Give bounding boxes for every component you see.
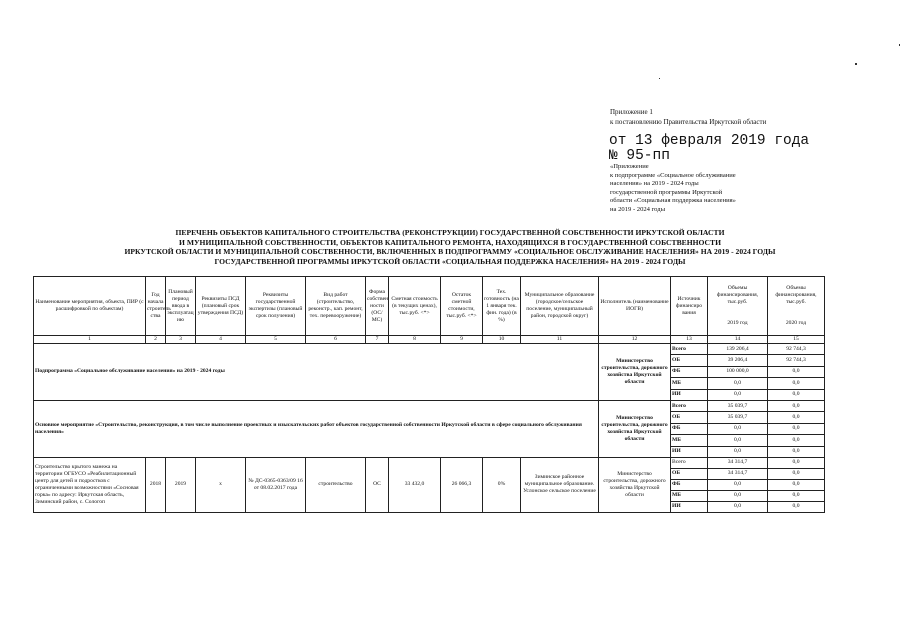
commission-year: 2019 (166, 457, 196, 512)
funding-source: МБ (671, 378, 708, 389)
column-number: 11 (521, 336, 599, 344)
column-number: 1 (34, 336, 146, 344)
header-cell: Форма собствен ности (ОС/МС) (366, 277, 389, 336)
amount-2019: 35 039,7 (708, 400, 768, 411)
appendix-sub-line: к подпрограмме «Социальное обслуживание (610, 171, 736, 179)
amount-2019: 34 314,7 (708, 457, 768, 468)
amount-2019: 0,0 (708, 501, 768, 512)
funding-source: МБ (671, 490, 708, 501)
appendix-sub-line: населения» на 2019 - 2024 годы (610, 180, 699, 188)
amount-2020: 0,0 (768, 389, 825, 400)
amount-2020: 0,0 (768, 423, 825, 434)
remaining-cost: 26 066,3 (441, 457, 483, 512)
column-numbers-row (34, 336, 825, 344)
column-number: 8 (389, 336, 441, 344)
amount-2020: 0,0 (768, 457, 825, 468)
table-row (34, 400, 825, 411)
technical-readiness: 0% (483, 457, 521, 512)
objects-table (33, 276, 825, 513)
header-cell: Остаток сметной стоимости, тыс.руб. <*> (441, 277, 483, 336)
main-measure-name: Основное мероприятие «Строительство, реконструкция, в том числе выполнение проектных и изыскательских работ объектов государственной собственности Иркутской области в сфере социального обслуживания населения» (34, 400, 599, 457)
header-cell: Год начала строитель ства (146, 277, 166, 336)
amount-2020: 0,0 (768, 435, 825, 446)
subprogram-name: Подпрограмма «Социальное обслуживание населения» на 2019 - 2024 годы (34, 344, 599, 401)
header-cell: Муниципальное образование (городское/сельское поселение, муниципальный район, городской округ) (521, 277, 599, 336)
amount-2020: 0,0 (768, 366, 825, 377)
document-title (40, 228, 860, 266)
object-name: Строительство крытого манежа на территории ОГБУСО «Реабилитационный центр для детей и подростков с ограниченными возможностями «Сосновая горка» по адресу: Иркутская область, Зиминский район, с. Сологоп (34, 457, 146, 512)
funding-source: ИИ (671, 501, 708, 512)
title-line: ИРКУТСКОЙ ОБЛАСТИ И МУНИЦИПАЛЬНОЙ СОБСТВЕННОСТИ, ВКЛЮЧЕННЫХ В ПОДПРОГРАММУ «СОЦИАЛЬНОЕ ОБСЛУЖИВАНИЕ НАСЕЛЕНИЯ» НА 2019 - 2024 ГОДЫ (124, 247, 776, 256)
header-cell: Исполнитель (наименование ИОГВ) (599, 277, 671, 336)
title-line: ПЕРЕЧЕНЬ ОБЪЕКТОВ КАПИТАЛЬНОГО СТРОИТЕЛЬСТВА (РЕКОНСТРУКЦИИ) ГОСУДАРСТВЕННОЙ СОБСТВЕННОСТИ ИРКУТСКОЙ ОБЛАСТИ (175, 228, 725, 237)
column-number: 7 (366, 336, 389, 344)
header-cell: Вид работ (строительство, реконстр., кап. ремонт, тех. перевооружение) (306, 277, 366, 336)
amount-2019: 0,0 (708, 435, 768, 446)
header-cell: Реквизиты государственной экспертизы (плановый срок получения) (246, 277, 306, 336)
appendix-sub-line: на 2019 - 2024 годы (610, 205, 666, 213)
column-number: 14 (708, 336, 768, 344)
scan-mark (855, 63, 857, 65)
amount-2020: 0,0 (768, 378, 825, 389)
funding-source: ИИ (671, 389, 708, 400)
amount-2020: 0,0 (768, 479, 825, 490)
header-cell: Реквизиты ПСД (плановый срок утверждения ПСД) (196, 277, 246, 336)
funding-source: МБ (671, 435, 708, 446)
header-year: 2019 год (727, 320, 748, 326)
table-row (34, 344, 825, 355)
amount-2019: 0,0 (708, 378, 768, 389)
header-cell: Плановый период ввода в эксплуатац ию (166, 277, 196, 336)
scan-mark (899, 44, 900, 46)
column-number: 4 (196, 336, 246, 344)
funding-source: ОБ (671, 468, 708, 479)
title-line: ГОСУДАРСТВЕННОЙ ПРОГРАММЫ ИРКУТСКОЙ ОБЛАСТИ «СОЦИАЛЬНАЯ ПОДДЕРЖКА НАСЕЛЕНИЯ» НА 2019 - 2024 ГОДЫ (214, 256, 686, 266)
amount-2019: 139 206,4 (708, 344, 768, 355)
amount-2020: 0,0 (768, 400, 825, 411)
executor-cell: Министерство строительства, дорожного хозяйства Иркутской области (599, 400, 671, 457)
header-year: 2020 год (785, 320, 807, 326)
municipality: Зиминское районное муниципальное образование. Услонское сельское поселение (521, 457, 599, 512)
column-number: 9 (441, 336, 483, 344)
table-header-row (34, 277, 825, 336)
header-funding-label: Объемы финансирования, тыс.руб. (716, 285, 759, 305)
header-cell: Источник финансиро вания (671, 277, 708, 336)
appendix-sub-line: области «Социальная поддержка населения» (610, 197, 736, 205)
amount-2019: 0,0 (708, 446, 768, 457)
amount-2019: 35 039,7 (708, 412, 768, 423)
decree-number: № 95-пп (609, 148, 670, 164)
funding-source: Всего (671, 344, 708, 355)
psd-details: x (196, 457, 246, 512)
appendix-subprogram (610, 163, 780, 215)
amount-2019: 0,0 (708, 389, 768, 400)
column-number: 12 (599, 336, 671, 344)
header-cell: Тех. готовность (на 1 января тек. фин. года) (в %) (483, 277, 521, 336)
amount-2020: 0,0 (768, 468, 825, 479)
amount-2019: 34 314,7 (708, 468, 768, 479)
header-funding-label: Объемы финансирования, тыс.руб. (775, 285, 817, 305)
estimate-cost: 33 432,0 (389, 457, 441, 512)
column-number: 10 (483, 336, 521, 344)
funding-source: ОБ (671, 355, 708, 366)
header-cell: Наименование мероприятия, объекта, ПИР (с расшифровкой по объектам) (34, 277, 146, 336)
amount-2019: 0,0 (708, 479, 768, 490)
expertise-details: № ДС-0365-0363/09 16 от 08.02.2017 года (246, 457, 306, 512)
column-number: 5 (246, 336, 306, 344)
amount-2019: 0,0 (708, 423, 768, 434)
appendix-line-1: Приложение 1 (610, 108, 653, 116)
funding-source: ОБ (671, 412, 708, 423)
amount-2020: 0,0 (768, 412, 825, 423)
appendix-sub-line: государственной программы Иркутской (610, 188, 723, 196)
amount-2020: 92 744,3 (768, 355, 825, 366)
funding-source: Всего (671, 400, 708, 411)
funding-source: Всего (671, 457, 708, 468)
funding-source: ФБ (671, 479, 708, 490)
column-number: 13 (671, 336, 708, 344)
column-number: 3 (166, 336, 196, 344)
column-number: 15 (768, 336, 825, 344)
amount-2019: 100 000,0 (708, 366, 768, 377)
executor-cell: Министерство строительства, дорожного хозяйства Иркутской области (599, 344, 671, 401)
header-cell-2020 (768, 277, 825, 336)
funding-source: ФБ (671, 423, 708, 434)
amount-2020: 0,0 (768, 501, 825, 512)
header-cell: Сметная стоимость (в текущих ценах), тыс.руб. <*> (389, 277, 441, 336)
amount-2019: 39 206,4 (708, 355, 768, 366)
funding-source: ИИ (671, 446, 708, 457)
amount-2020: 0,0 (768, 490, 825, 501)
appendix-sub-line: «Приложение (610, 163, 649, 170)
executor-cell: Министерство строительства, дорожного хозяйства Иркутской области (599, 457, 671, 512)
appendix-header (610, 108, 810, 127)
funding-source: ФБ (671, 366, 708, 377)
table-row (34, 457, 825, 468)
title-line: И МУНИЦИПАЛЬНОЙ СОБСТВЕННОСТИ, ОБЪЕКТОВ КАПИТАЛЬНОГО РЕМОНТА, НАХОДЯЩИХСЯ В ГОСУДАРСТВЕННОЙ СОБСТВЕННОСТИ (179, 237, 721, 247)
start-year: 2018 (146, 457, 166, 512)
ownership-form: ОС (366, 457, 389, 512)
appendix-line-2: к постановлению Правительства Иркутской области (610, 117, 767, 126)
amount-2019: 0,0 (708, 490, 768, 501)
work-type: строительство (306, 457, 366, 512)
column-number: 2 (146, 336, 166, 344)
decree-date: от 13 февраля 2019 года (609, 133, 810, 149)
header-cell-2019 (708, 277, 768, 336)
column-number: 6 (306, 336, 366, 344)
scan-mark (659, 78, 660, 79)
amount-2020: 92 744,3 (768, 344, 825, 355)
amount-2020: 0,0 (768, 446, 825, 457)
